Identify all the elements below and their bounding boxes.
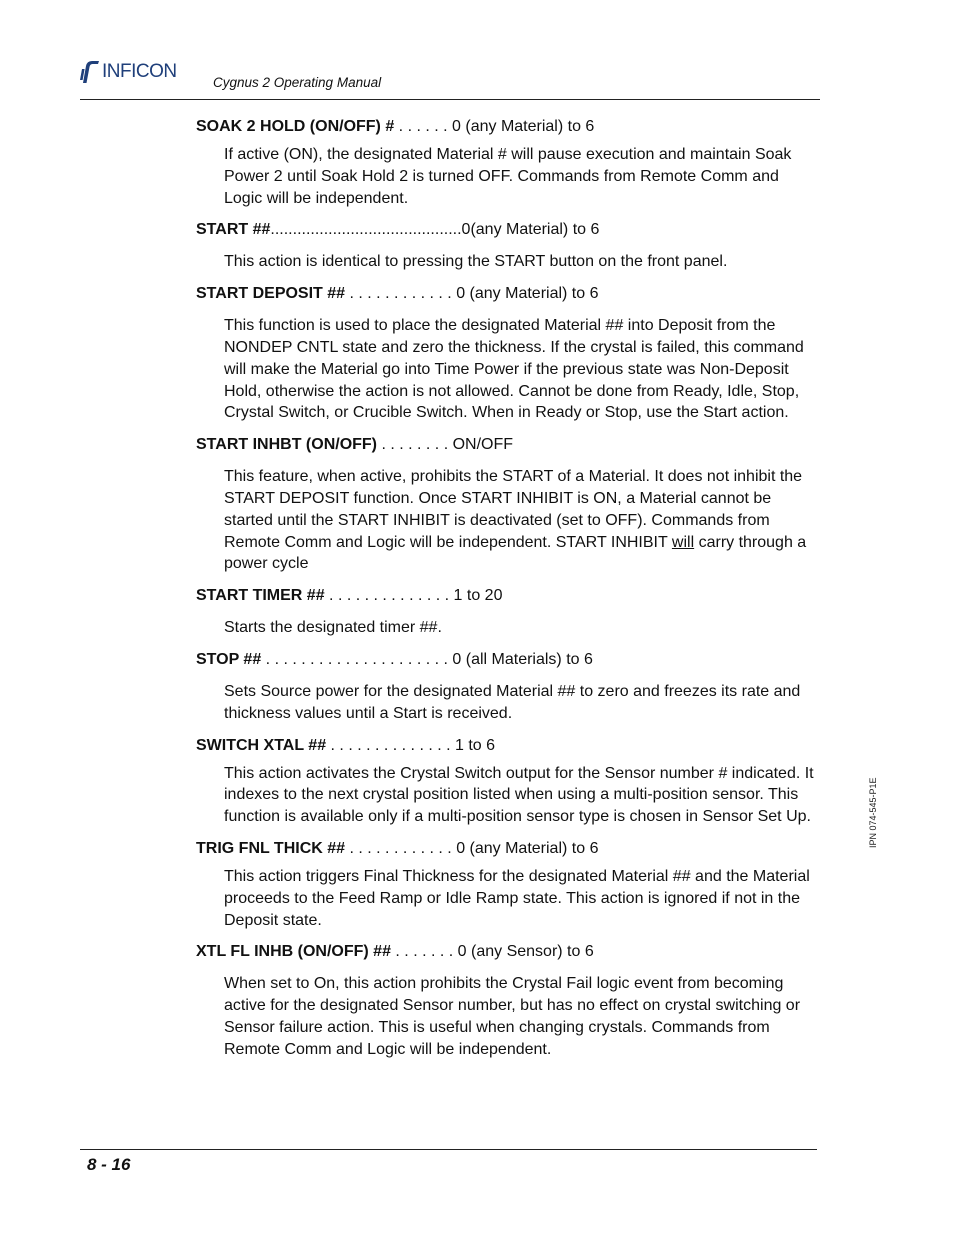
entry-name: START ## [196, 221, 271, 239]
entry-range: 0 (any Material) to 6 [456, 839, 599, 857]
manual-title: Cygnus 2 Operating Manual [213, 75, 382, 90]
entry-start-inhbt [196, 434, 816, 575]
entry-start [196, 219, 816, 273]
entry-start-timer [196, 585, 816, 639]
inficon-logo-mark-icon [80, 60, 100, 84]
entry-description: When set to On, this action prohibits the Crystal Fail logic event from becoming active for the designated Sensor number, but has no effect on crystal switching or Sensor failure action. This is useful when changing crystals. Commands from Remote Comm and Logic will be independent. [224, 975, 801, 1058]
entry-description: If active (ON), the designated Material # will pause execution and maintain Soak Power 2 until Soak Hold 2 is turned OFF. Commands from Remote Comm and Logic will be independent. [224, 146, 792, 207]
entry-heading [196, 941, 816, 963]
entry-description [224, 466, 816, 575]
page-number: 8 - 16 [87, 1155, 131, 1174]
header-divider [80, 99, 820, 100]
entry-range: 1 to 6 [455, 736, 496, 754]
entry-name: TRIG FNL THICK ## [196, 839, 346, 857]
entry-leader: . . . . . . . . . . . . [345, 839, 457, 857]
inficon-logo [80, 58, 177, 86]
entry-name: START DEPOSIT ## [196, 285, 346, 303]
entry-range: 0(any Material) to 6 [461, 221, 600, 239]
entry-stop [196, 649, 816, 725]
entry-xtl-fl-inhb [196, 941, 816, 1060]
entry-name: XTL FL INHB (ON/OFF) ## [196, 943, 391, 961]
footer-divider [80, 1149, 817, 1150]
entry-leader: . . . . . . . . . . . . . . [324, 587, 454, 605]
entry-description: This action is identical to pressing the START button on the front panel. [224, 253, 728, 271]
entry-description: This action activates the Crystal Switch output for the Sensor number # indicated. It indexes to the next crystal position listed when using a multi-position sensor. This function is available only if a multi-position sensor type is chosen in Sensor Set Up. [224, 764, 814, 826]
entry-description-text: This feature, when active, prohibits the START of a Material. It does not inhibit the START DEPOSIT function. Once START INHIBIT is ON, a Material cannot be started until the START INHIBIT is deactivated (set to OFF). Commands from Remote Comm and Logic will be independent. START INHIBIT [224, 468, 803, 551]
entry-leader: . . . . . . [394, 118, 453, 135]
entry-name: SWITCH XTAL ## [196, 736, 327, 754]
entry-switch-xtal [196, 735, 816, 828]
entry-range: 0 (any Material) to 6 [456, 285, 599, 303]
entry-range: 0 (any Sensor) to 6 [457, 943, 594, 961]
entry-name: START TIMER ## [196, 587, 325, 605]
entry-start-deposit [196, 283, 816, 424]
page-header [80, 56, 820, 100]
entry-description-emphasis: will [671, 533, 695, 551]
entry-heading [196, 585, 816, 607]
entry-trig-fnl-thick [196, 838, 816, 931]
entry-description: This function is used to place the designated Material ## into Deposit from the NONDEP CNTL state and zero the thickness. If the crystal is failed, this command will make the Material go into Time Power if the previous state was Non-Deposit Hold, otherwise the action is not allowed. Cannot be done from Ready, Idle, Stop, Crystal Switch, or Crucible Switch. When in Ready or Stop, use the Start action. [224, 317, 804, 422]
entry-heading [196, 283, 816, 305]
entry-leader: . . . . . . . [390, 943, 458, 961]
entry-range: 1 to 20 [453, 587, 503, 605]
entry-heading [196, 735, 816, 757]
entry-name: START INHBT (ON/OFF) [196, 436, 378, 454]
entry-soak-2-hold [196, 116, 816, 209]
entry-range: 0 (all Materials) to 6 [452, 650, 593, 668]
document-part-number: IPN 074-545-P1E [868, 777, 878, 848]
entry-description: Sets Source power for the designated Material ## to zero and freezes its rate and thickness values until a Start is received. [224, 682, 801, 722]
entry-name: STOP ## [196, 650, 262, 668]
logo-wordmark: INFICON [102, 61, 177, 82]
entry-description-text: carry through a power cycle [224, 533, 807, 573]
entry-leader: . . . . . . . . . . . . . . . . . . . . . [261, 650, 453, 668]
entry-leader: . . . . . . . . . . . . [345, 285, 457, 303]
entry-heading [196, 649, 816, 671]
entry-heading [196, 219, 816, 241]
entry-heading [196, 838, 816, 860]
entry-name: SOAK 2 HOLD (ON/OFF) # [196, 118, 395, 135]
entry-range: 0 (any Material) to 6 [452, 118, 595, 135]
page-content [196, 116, 816, 1061]
entry-heading [196, 116, 816, 138]
entry-range: ON/OFF [452, 436, 514, 454]
entry-leader: . . . . . . . . . . . . . . [326, 736, 456, 754]
entry-heading [196, 434, 816, 456]
entry-leader: . . . . . . . . [377, 436, 453, 454]
entry-description: This action triggers Final Thickness for the designated Material ## and the Material proceeds to the Feed Ramp or Idle Ramp state. This action is ignored if not in the Deposit state. [224, 867, 810, 929]
entry-description: Starts the designated timer ##. [224, 619, 442, 637]
entry-leader: ........................................... [270, 221, 462, 239]
